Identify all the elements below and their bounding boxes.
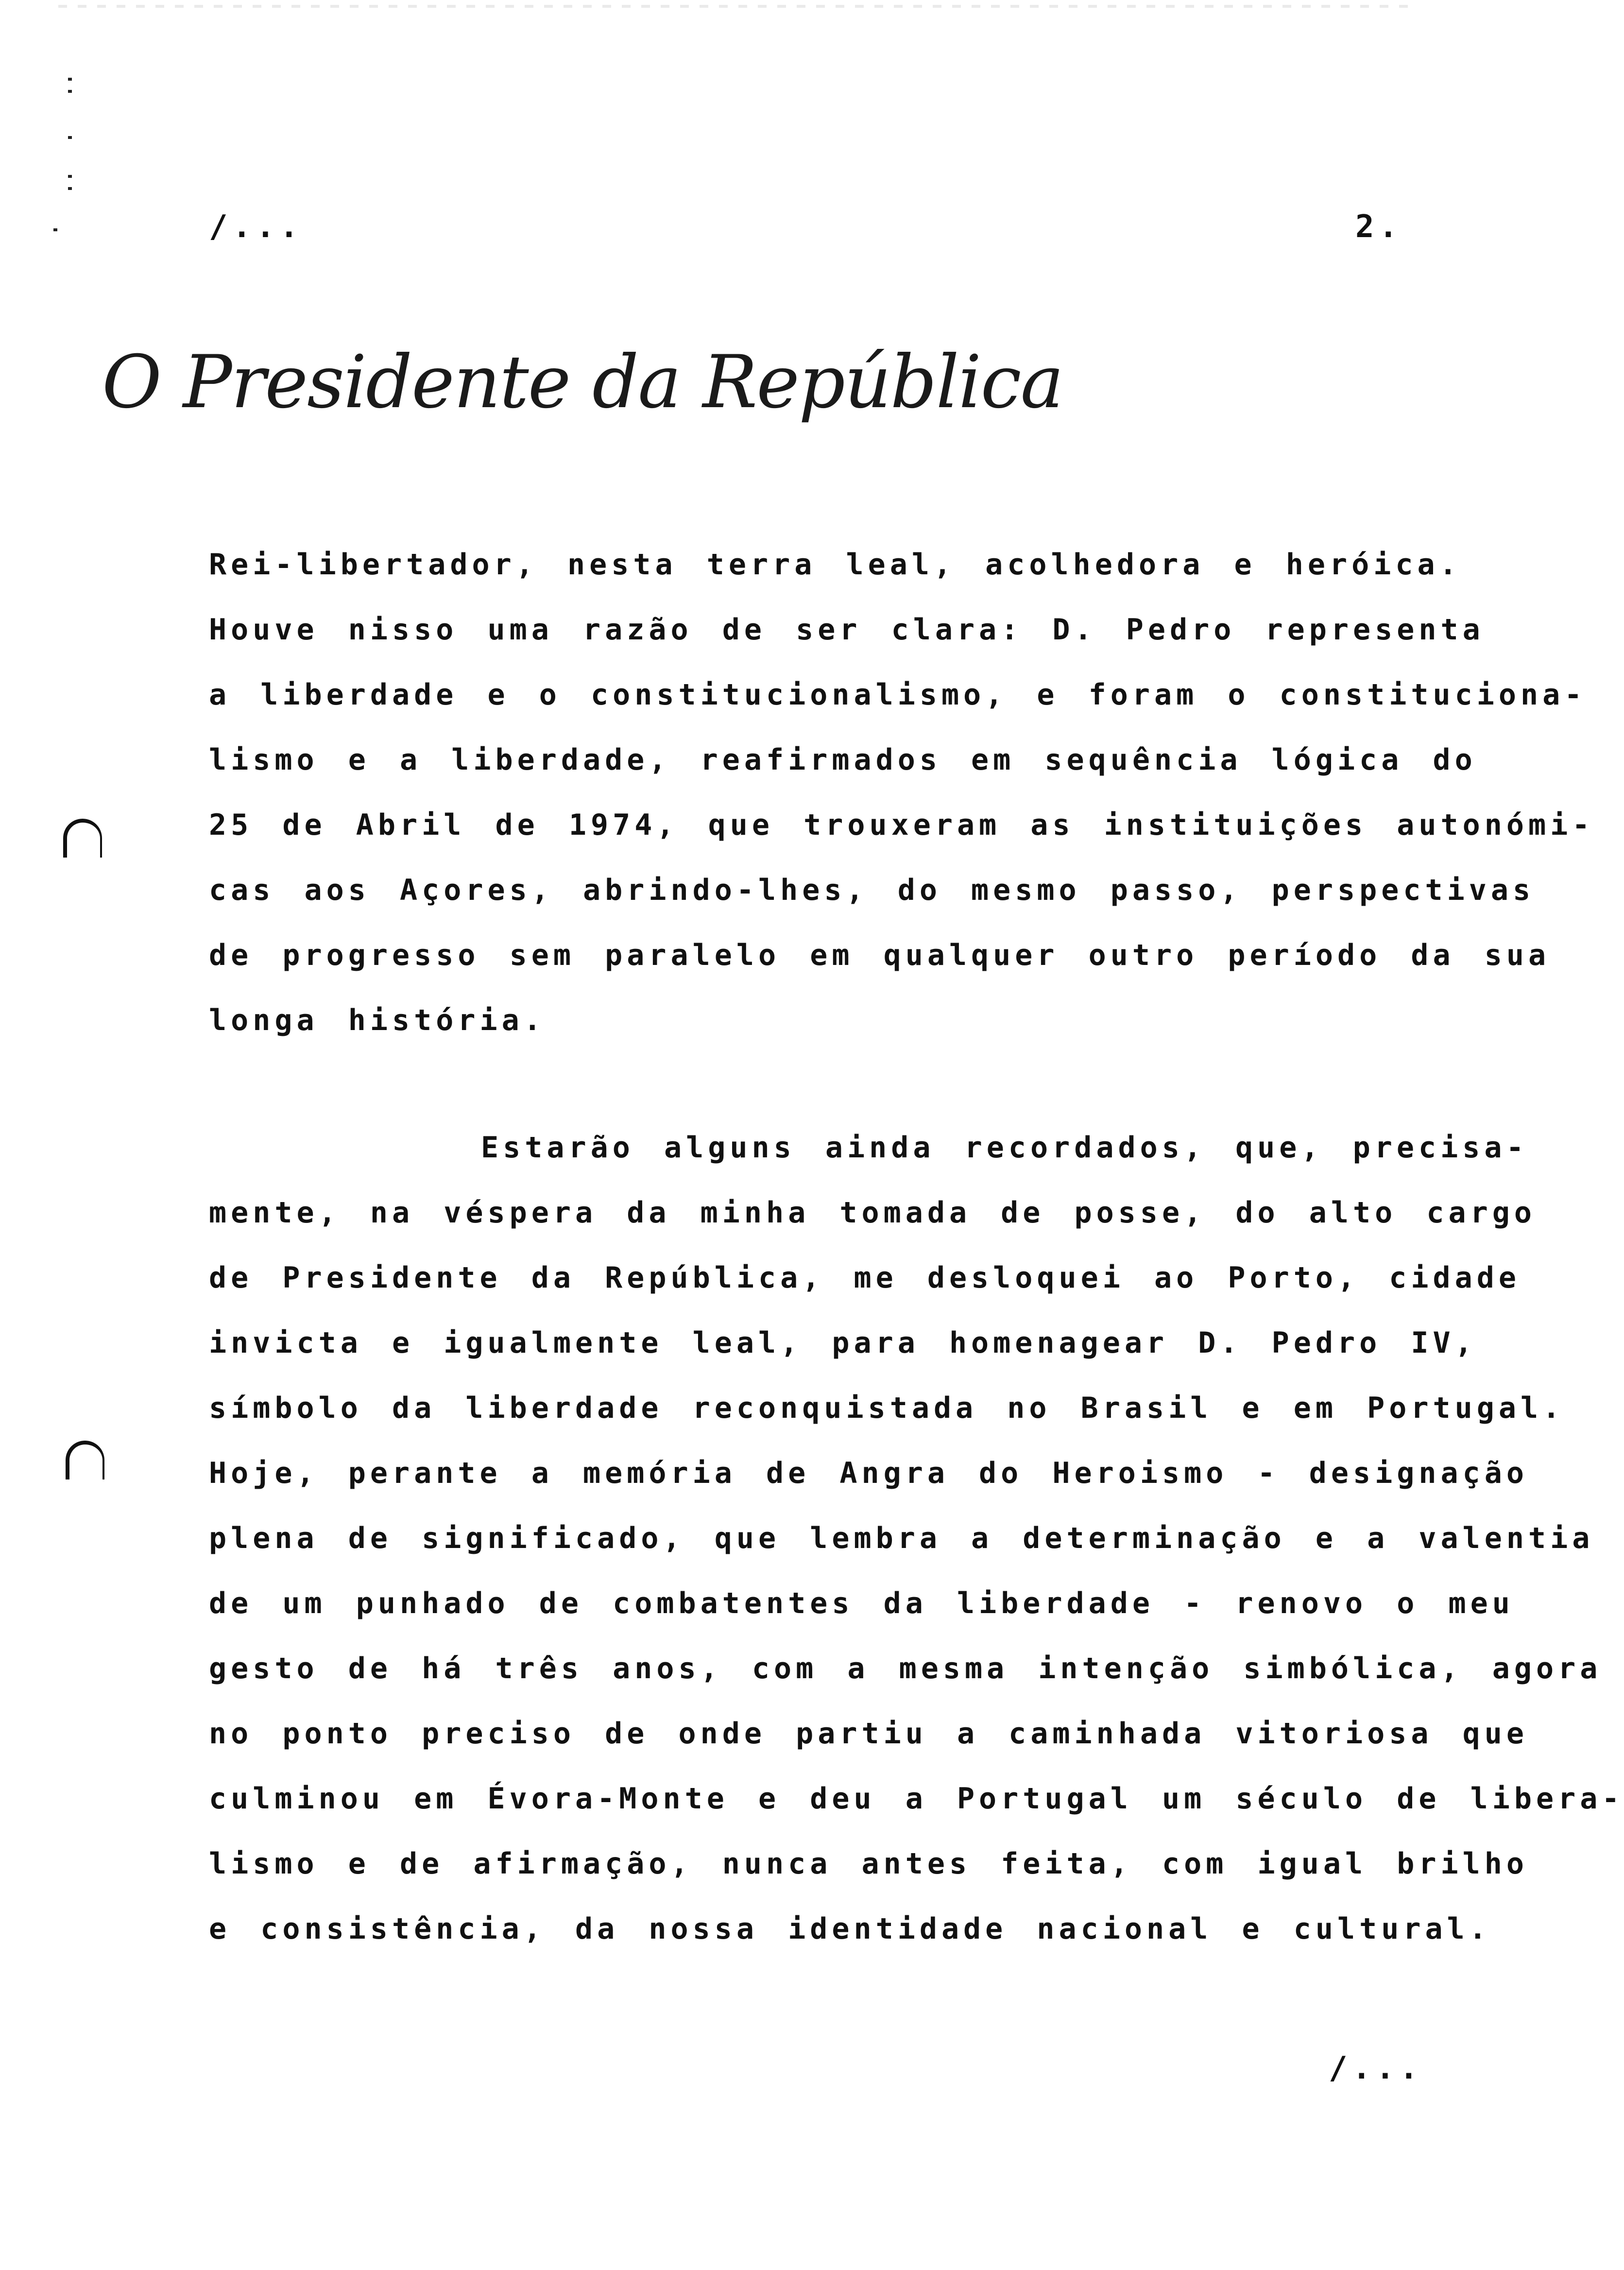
text-line: gesto de há três anos, com a mesma intenção simbólica, agora — [209, 1651, 1602, 1685]
scan-edge-artifact — [58, 5, 1419, 8]
text-line: invicta e igualmente leal, para homenagear D. Pedro IV, — [209, 1326, 1477, 1360]
margin-mark — [68, 187, 72, 190]
margin-mark — [68, 175, 72, 178]
margin-mark — [68, 78, 72, 81]
text-line: Estarão alguns ainda recordados, que, precisa- — [481, 1131, 1528, 1165]
text-line: mente, na véspera da minha tomada de posse, do alto cargo — [209, 1196, 1537, 1230]
text-line: plena de significado, que lembra a determinação e a valentia — [209, 1521, 1594, 1555]
margin-mark — [68, 136, 72, 139]
text-line: cas aos Açores, abrindo-lhes, do mesmo passo, perspectivas — [209, 873, 1535, 907]
text-line: de progresso sem paralelo em qualquer outro período da sua — [209, 938, 1551, 972]
continuation-marker-bottom: /... — [1329, 2050, 1423, 2086]
text-line: lismo e a liberdade, reafirmados em sequência lógica do — [209, 743, 1477, 777]
paragraph-1 — [209, 532, 1594, 1053]
text-line: 25 de Abril de 1974, que trouxeram as instituições autonómi- — [209, 808, 1594, 842]
page-number: 2. — [1355, 209, 1403, 245]
paragraph-2 — [209, 1115, 1624, 1961]
continuation-marker-top: /... — [209, 209, 304, 245]
binding-hole-mark — [66, 1441, 104, 1479]
text-line: no ponto preciso de onde partiu a caminhada vitoriosa que — [209, 1717, 1529, 1751]
text-line: longa história. — [209, 1003, 546, 1037]
text-line: Hoje, perante a memória de Angra do Heroismo - designação — [209, 1456, 1529, 1490]
text-line: Rei-libertador, nesta terra leal, acolhedora e heróica. — [209, 548, 1461, 582]
text-line: lismo e de afirmação, nunca antes feita, com igual brilho — [209, 1847, 1529, 1881]
text-line: símbolo da liberdade reconquistada no Brasil e em Portugal. — [209, 1391, 1565, 1425]
text-line: Houve nisso uma razão de ser clara: D. Pedro representa — [209, 613, 1485, 647]
text-line: e consistência, da nossa identidade nacional e cultural. — [209, 1912, 1491, 1946]
text-line: a liberdade e o constitucionalismo, e foram o constituciona- — [209, 678, 1587, 712]
text-line: de Presidente da República, me desloquei ao Porto, cidade — [209, 1261, 1521, 1295]
margin-mark — [53, 228, 57, 231]
binding-hole-mark — [63, 819, 102, 858]
text-line: de um punhado de combatentes da liberdade - renovo o meu — [209, 1586, 1514, 1620]
text-line: culminou em Évora-Monte e deu a Portugal um século de libera- — [209, 1782, 1624, 1816]
letterhead-title: O Presidente da República — [102, 340, 1063, 425]
margin-mark — [68, 90, 72, 93]
